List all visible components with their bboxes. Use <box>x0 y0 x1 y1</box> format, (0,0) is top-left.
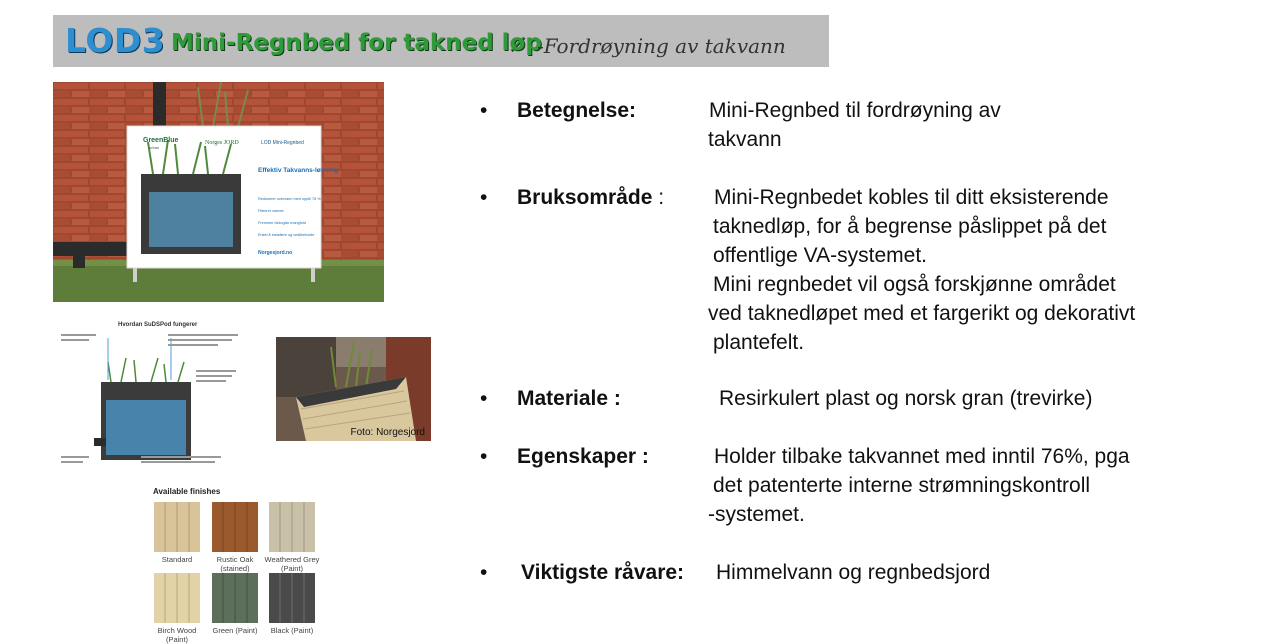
sign-heading: Effektiv Takvanns-løsning <box>258 167 339 174</box>
finish-label-rustic-oak: Rustic Oak (stained) <box>216 555 254 573</box>
sign-brand-greenblue-sub: urban <box>149 145 160 150</box>
finish-swatch-green-image <box>212 573 258 623</box>
item-label: Egenskaper : <box>517 445 649 468</box>
finish-swatch-green <box>212 573 258 623</box>
available-finishes <box>150 486 330 644</box>
finish-swatch-birch-wood <box>154 573 200 623</box>
finishes-title: Available finishes <box>153 487 221 496</box>
item-value-line: Mini-Regnbedet kobles til ditt eksisterende <box>714 186 1109 209</box>
item-value-line: det patenterte interne strømningskontroll <box>713 474 1091 497</box>
item-value-line: -systemet. <box>708 503 805 526</box>
finish-label-standard: Standard <box>161 555 193 564</box>
bullet-icon: • <box>480 445 488 468</box>
function-diagram-image <box>56 318 256 470</box>
item-value-line: Holder tilbake takvannet med inntil 76%, pga <box>714 445 1130 468</box>
sign-url: Norgesjord.no <box>258 250 293 256</box>
item-value-line: Resirkulert plast og norsk gran (trevirke) <box>719 387 1093 410</box>
title-main: Mini-Regnbed for takned løp <box>171 30 542 56</box>
item-label: Materiale : <box>517 387 621 410</box>
sign-brand-greenblue: GreenBlue <box>143 137 179 144</box>
title-bar <box>53 15 829 67</box>
function-diagram <box>56 318 256 470</box>
item-value-line: offentlige VA-systemet. <box>713 244 927 267</box>
item-value-line: ved taknedløpet med et fargerikt og dekorativt <box>708 302 1136 325</box>
sign-bullet-4: Enkel å installere og vedlikeholde <box>258 233 315 237</box>
finish-label-weathered-grey: Weathered Grey (Paint) <box>264 555 320 573</box>
finish-swatch-standard <box>154 502 200 552</box>
finish-swatch-rustic-oak <box>212 502 258 552</box>
finish-swatch-weathered-grey-image <box>269 502 315 552</box>
sign-bullet-3: Fremmer biologisk mangfold <box>258 221 306 225</box>
item-label: Betegnelse: <box>517 99 637 122</box>
photo-planter-image <box>276 337 431 441</box>
bullet-icon: • <box>480 561 488 584</box>
sign-brand-lod: LOD Mini-Regnbed <box>261 140 304 146</box>
finish-swatch-weathered-grey <box>269 502 315 552</box>
sign-bullet-1: Reduserer overvann med opptil 76 % <box>258 197 321 201</box>
bullet-icon: • <box>480 186 488 209</box>
sign-bullet-2: Filtrerer vannet <box>258 209 284 213</box>
sign-brand-norgesjord: Norges JORD <box>205 140 239 146</box>
finish-swatch-standard-image <box>154 502 200 552</box>
finish-swatch-rustic-oak-image <box>212 502 258 552</box>
item-value-line: Mini regnbedet vil også forskjønne området <box>713 273 1116 296</box>
photo-credit: Foto: Norgesjord <box>350 427 425 438</box>
item-value-line: plantefelt. <box>713 331 805 354</box>
title-lod: LOD3 <box>65 21 166 60</box>
item-label: Bruksområde : <box>517 186 665 209</box>
item-value-line: takvann <box>708 128 782 151</box>
finish-label-black: Black (Paint) <box>270 626 314 635</box>
finish-swatch-black-image <box>269 573 315 623</box>
finish-label-green: Green (Paint) <box>212 626 258 635</box>
finish-label-birch-wood: Birch Wood (Paint) <box>157 626 197 644</box>
photo-rainbed-brick-wall <box>53 82 384 302</box>
photo-wooden-planter <box>276 337 431 441</box>
item-value-line: taknedløp, for å begrense påslippet på det <box>713 215 1107 238</box>
item-value-line: Mini-Regnbed til fordrøyning av <box>709 99 1001 122</box>
title-sub: -Fordrøyning av takvann <box>537 34 786 58</box>
bullet-icon: • <box>480 99 488 122</box>
photo-rainbed-image <box>53 82 384 302</box>
finish-swatch-black <box>269 573 315 623</box>
item-value-line: Himmelvann og regnbedsjord <box>716 561 991 584</box>
diagram-title: Hvordan SuDSPod fungerer <box>118 322 198 328</box>
bullet-icon: • <box>480 387 488 410</box>
item-label: Viktigste råvare: <box>521 561 685 584</box>
finish-swatch-birch-wood-image <box>154 573 200 623</box>
